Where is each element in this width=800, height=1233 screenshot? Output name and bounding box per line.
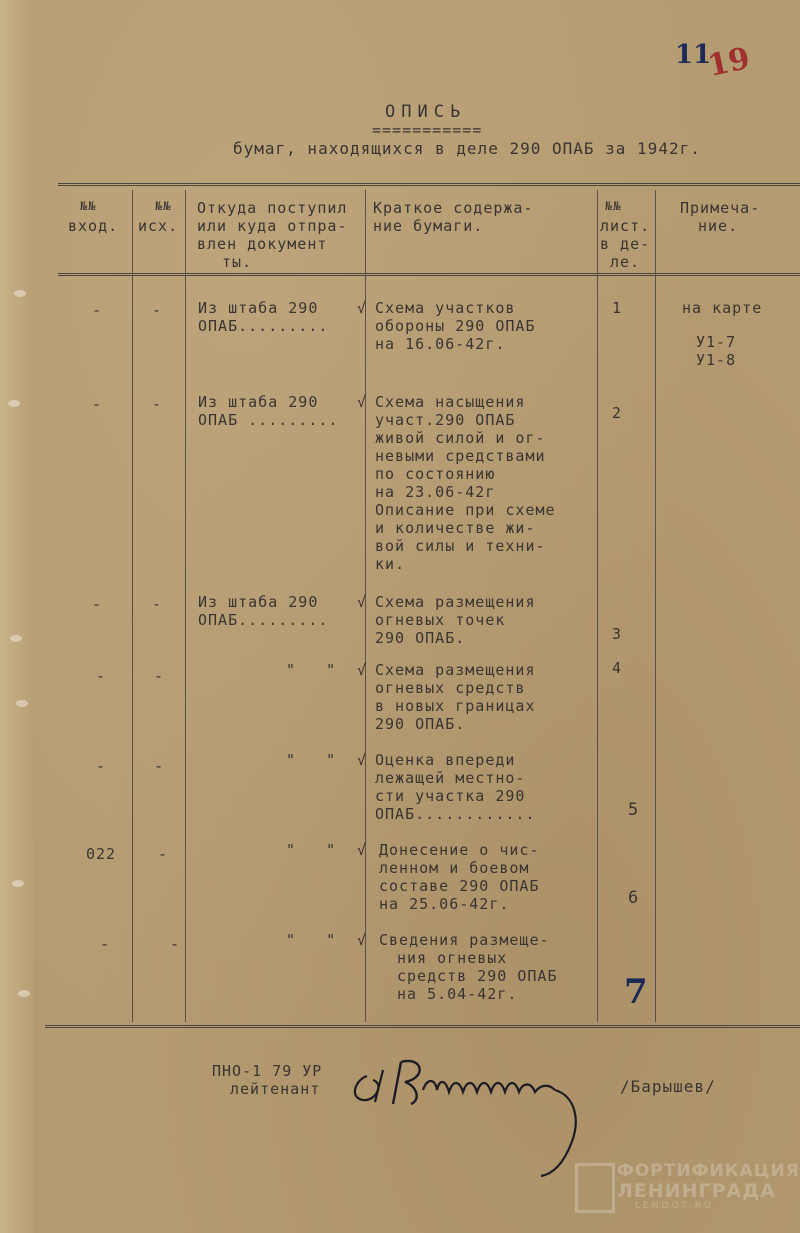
header-col3: Откуда поступил [197, 199, 348, 217]
checkmark: √ [357, 393, 368, 411]
header-col6: ние. [698, 217, 739, 235]
cell-content: и количестве жи- [375, 519, 536, 537]
cell-note: У1-8 [696, 351, 737, 369]
binding-hole [16, 700, 28, 707]
cell-content: ОПАБ............ [375, 805, 536, 823]
cell-content: лежащей местно- [375, 769, 526, 787]
cell-source: Из штаба 290 [198, 393, 319, 411]
cell-sheet-number: 6 [628, 888, 640, 908]
cell-source: Из штаба 290 [198, 593, 319, 611]
cell-content: живой силой и ог- [375, 429, 546, 447]
binding-hole [10, 635, 22, 642]
watermark-logo: ФОРТИФИКАЦИЯ ЛЕНИНГРАДА LENDOT.RU [575, 1155, 790, 1215]
cell-content: 290 ОПАБ. [375, 715, 466, 733]
cell-note: У1-7 [696, 333, 737, 351]
header-col6: Примеча- [680, 199, 761, 217]
header-col5: №№ [605, 199, 622, 213]
binding-hole [14, 290, 26, 297]
cell-source-ditto: " " [286, 661, 337, 679]
archive-page-number: 11 [675, 40, 712, 70]
cell-source: ОПАБ ......... [198, 411, 339, 429]
checkmark: √ [357, 661, 368, 679]
binding-hole [8, 400, 20, 407]
signer-rank: лейтенант [230, 1080, 321, 1098]
cell-content: ния огневых [397, 949, 508, 967]
cell-outgoing-number: - [154, 757, 165, 775]
cell-incoming-number: - [92, 395, 103, 413]
cell-content: Описание при схеме [375, 501, 556, 519]
header-col3: или куда отпра- [197, 217, 348, 235]
cell-content: по состоянию [375, 465, 496, 483]
cell-content: Схема размещения [375, 593, 536, 611]
cell-content: на 25.06-42г. [379, 895, 510, 913]
cell-content: участ.290 ОПАБ [375, 411, 516, 429]
binding-hole [12, 880, 24, 887]
cell-outgoing-number: - [158, 845, 169, 863]
cell-content: ки. [375, 555, 406, 573]
cell-content: ленном и боевом [379, 859, 530, 877]
table-top-border [58, 183, 800, 186]
cell-incoming-number: - [96, 757, 107, 775]
cell-content: вой силы и техни- [375, 537, 546, 555]
checkmark: √ [357, 841, 368, 859]
cell-source: Из штаба 290 [198, 299, 319, 317]
archive-page-number-red: 19 [704, 41, 753, 84]
cell-incoming-number: - [96, 667, 107, 685]
cell-outgoing-number: - [154, 667, 165, 685]
cell-content: Схема участков [375, 299, 516, 317]
cell-content: Схема насыщения [375, 393, 526, 411]
cell-incoming-number: - [92, 595, 103, 613]
checkmark: √ [357, 751, 368, 769]
cell-content: обороны 290 ОПАБ [375, 317, 536, 335]
cell-content: составе 290 ОПАБ [379, 877, 540, 895]
signer-position: ПНО-1 79 УР [212, 1062, 323, 1080]
cell-outgoing-number: - [152, 395, 163, 413]
checkmark: √ [357, 931, 368, 949]
cell-content: огневых средств [375, 679, 526, 697]
binding-hole [18, 990, 30, 997]
cell-sheet-number: 4 [612, 659, 623, 677]
cell-outgoing-number: - [170, 935, 181, 953]
header-col1: вход. [68, 217, 119, 235]
header-col4: Краткое содержа- [373, 199, 534, 217]
header-col2: исх. [138, 217, 179, 235]
cell-content: 290 ОПАБ. [375, 629, 466, 647]
cell-content: в новых границах [375, 697, 536, 715]
cell-sheet-number: 2 [612, 404, 623, 422]
header-col5: в де- [600, 235, 651, 253]
page-subtitle: бумаг, находящихся в деле 290 ОПАБ за 1942г. [233, 139, 701, 158]
header-col1: №№ [80, 199, 97, 213]
signer-name: /Барышев/ [620, 1077, 716, 1096]
cell-incoming-number: 022 [86, 845, 117, 863]
cell-content: на 5.04-42г. [397, 985, 518, 1003]
cell-source-ditto: " " [286, 751, 337, 769]
cell-sheet-number: 5 [628, 800, 640, 820]
column-divider [132, 190, 133, 1022]
cell-sheet-number-handwritten: 7 [624, 972, 648, 1012]
column-divider [655, 190, 656, 1022]
cell-incoming-number: - [92, 301, 103, 319]
cell-source: ОПАБ......... [198, 317, 329, 335]
header-col4: ние бумаги. [373, 217, 484, 235]
header-col5: ле. [610, 253, 641, 271]
cell-content: сти участка 290 [375, 787, 526, 805]
table-bottom-border [45, 1025, 800, 1028]
table-header-border [58, 273, 800, 276]
cell-content: Донесение о чис- [379, 841, 540, 859]
header-col5: лист. [600, 217, 651, 235]
header-col3: ты. [222, 253, 253, 271]
cell-outgoing-number: - [152, 595, 163, 613]
cell-incoming-number: - [100, 935, 111, 953]
header-col3: влен документ [197, 235, 328, 253]
cell-note: на карте [682, 299, 763, 317]
page-title: ОПИСЬ [385, 102, 467, 122]
cell-sheet-number: 1 [612, 299, 623, 317]
cell-sheet-number: 3 [612, 625, 623, 643]
title-underline: =========== [372, 121, 483, 139]
cell-content: на 16.06-42г. [375, 335, 506, 353]
cell-outgoing-number: - [152, 301, 163, 319]
torn-left-edge [0, 0, 34, 1233]
cell-content: на 23.06-42г [375, 483, 496, 501]
column-divider [597, 190, 598, 1022]
cell-source-ditto: " " [286, 841, 337, 859]
checkmark: √ [357, 299, 368, 317]
handwritten-signature [345, 1040, 605, 1180]
cell-content: Оценка впереди [375, 751, 516, 769]
checkmark: √ [357, 593, 368, 611]
cell-content: невыми средствами [375, 447, 546, 465]
header-col2: №№ [155, 199, 172, 213]
cell-source-ditto: " " [286, 931, 337, 949]
cell-source: ОПАБ......... [198, 611, 329, 629]
cell-content: средств 290 ОПАБ [397, 967, 558, 985]
cell-content: огневых точек [375, 611, 506, 629]
cell-content: Схема размещения [375, 661, 536, 679]
cell-content: Сведения размеще- [379, 931, 550, 949]
column-divider [185, 190, 186, 1022]
